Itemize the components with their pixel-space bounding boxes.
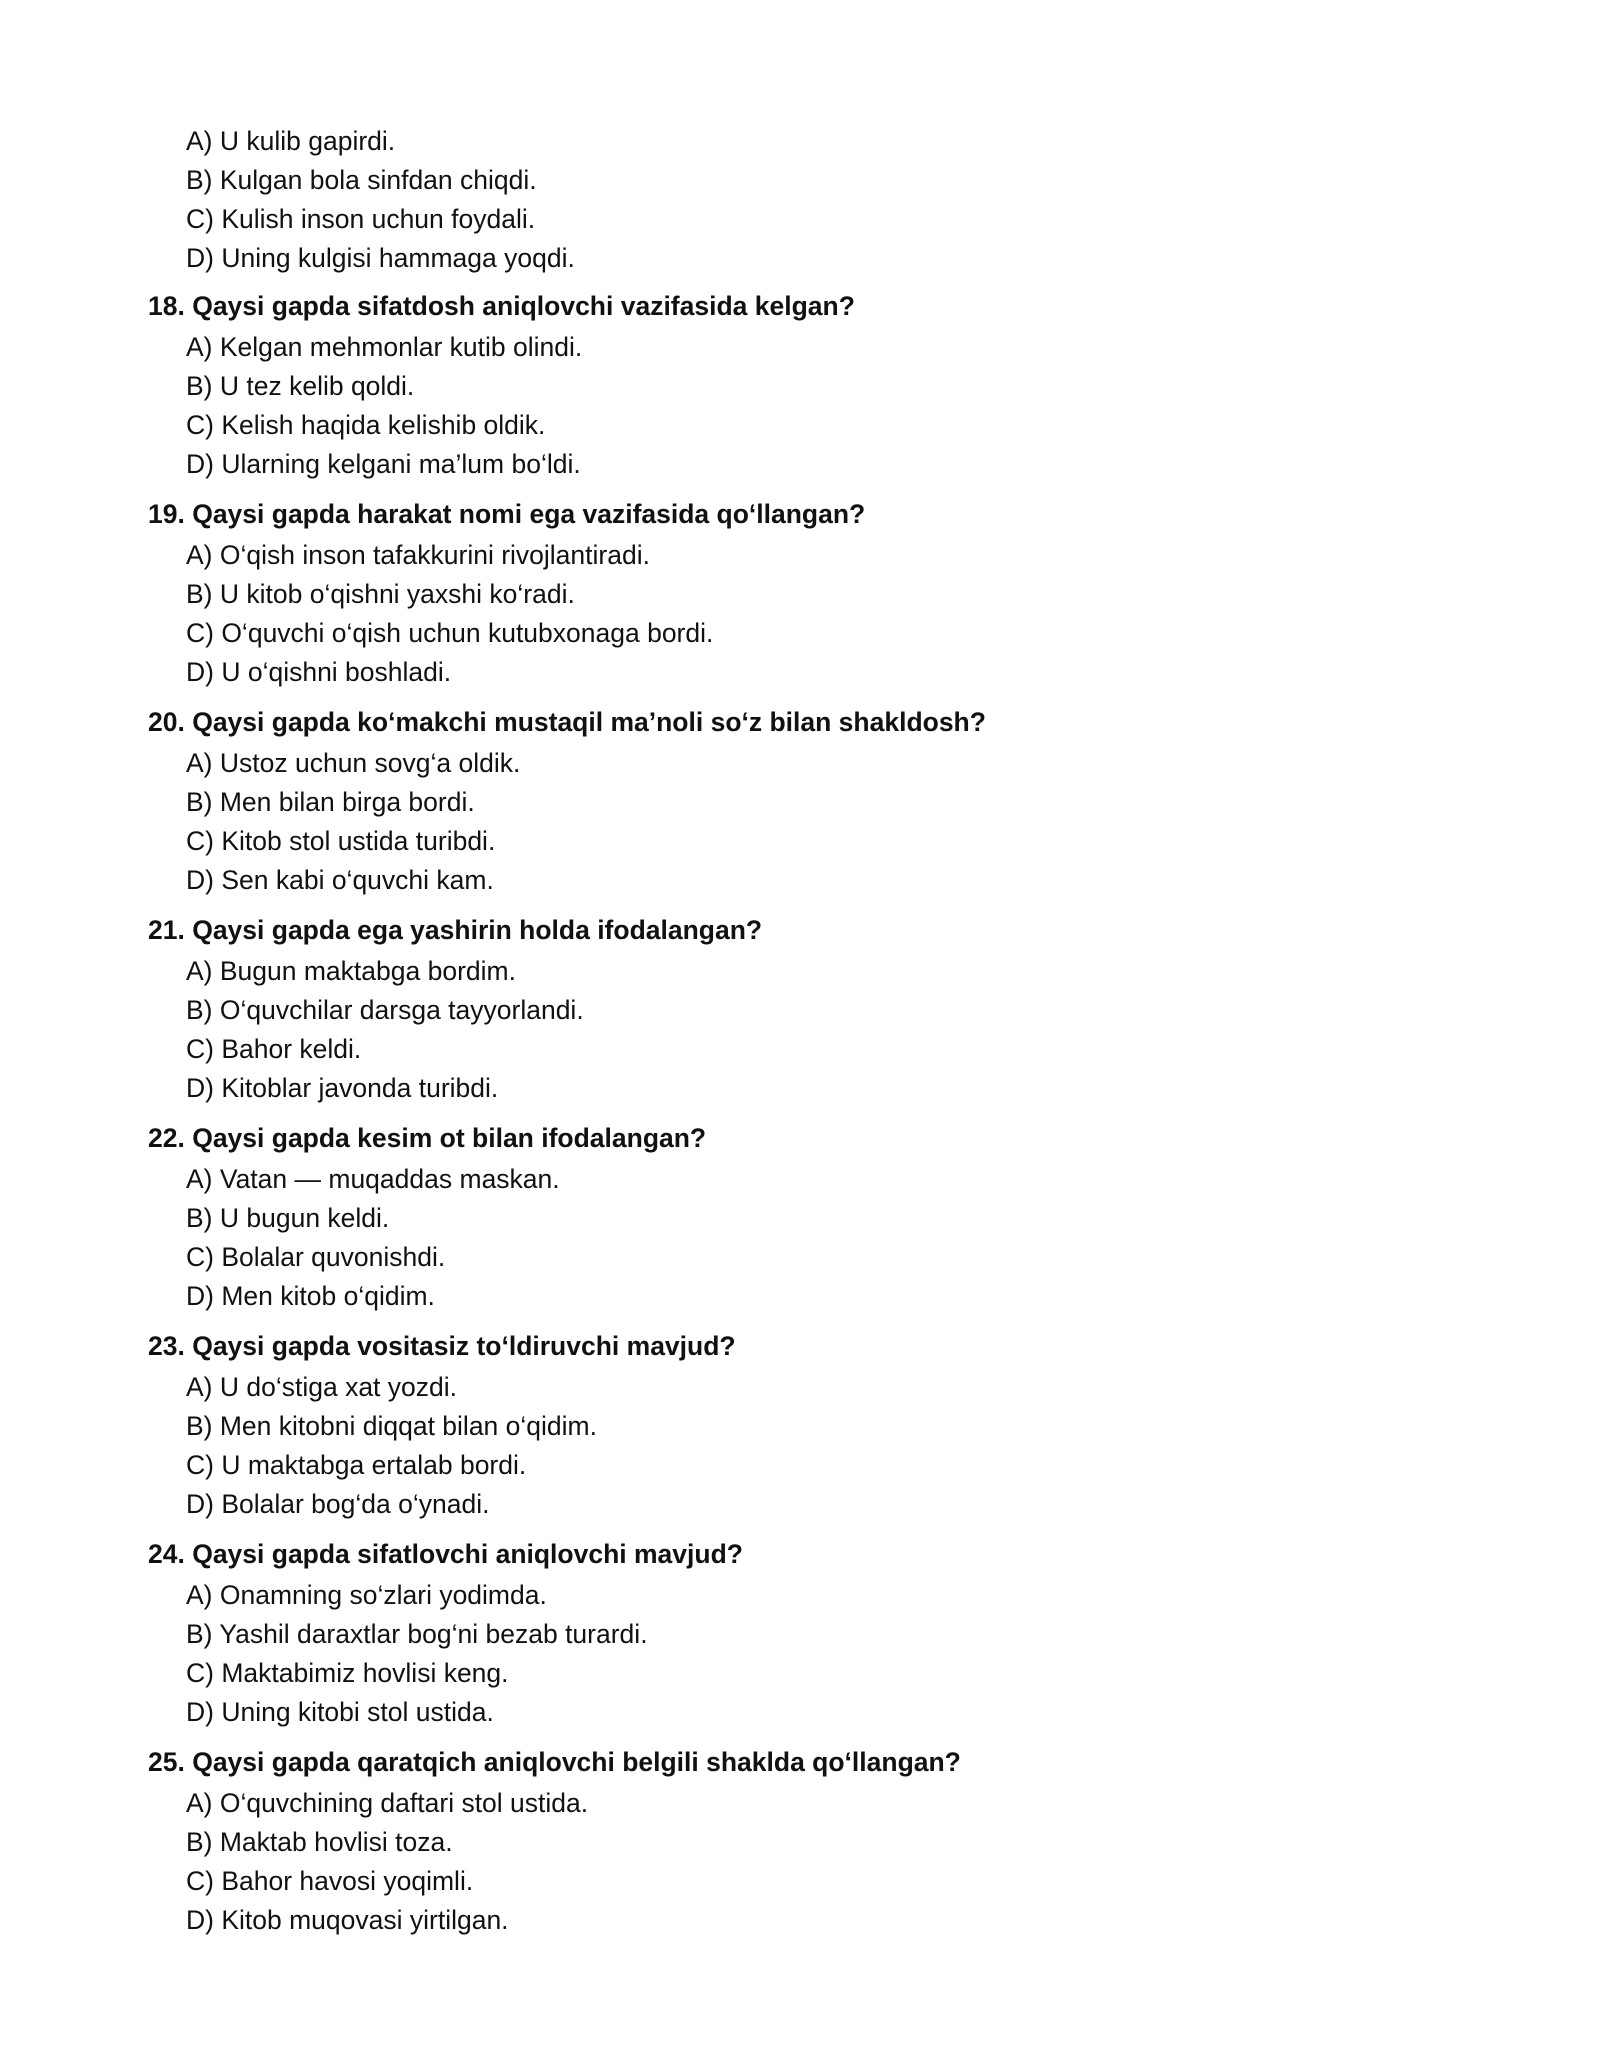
answer-option: A) U kulib gapirdi. (186, 126, 396, 156)
answer-option: B) Yashil daraxtlar bog‘ni bezab turardi. (186, 1619, 648, 1649)
question-text: 22. Qaysi gapda kesim ot bilan ifodalangan? (148, 1123, 707, 1153)
answer-option: B) Men bilan birga bordi. (186, 787, 475, 817)
answer-option: B) U tez kelib qoldi. (186, 371, 415, 401)
answer-option: C) U maktabga ertalab bordi. (186, 1450, 527, 1480)
answer-option: A) Ustoz uchun sovg‘a oldik. (186, 748, 521, 778)
answer-option: B) Men kitobni diqqat bilan o‘qidim. (186, 1411, 597, 1441)
answer-option: C) Bahor havosi yoqimli. (186, 1866, 474, 1896)
answer-option: C) Bahor keldi. (186, 1034, 362, 1064)
answer-option: C) Bolalar quvonishdi. (186, 1242, 446, 1272)
answer-option: A) Onamning so‘zlari yodimda. (186, 1580, 547, 1610)
question-text: 21. Qaysi gapda ega yashirin holda ifodalangan? (148, 915, 763, 945)
question-text: 25. Qaysi gapda qaratqich aniqlovchi belgili shaklda qo‘llangan? (148, 1747, 961, 1777)
answer-option: D) Kitoblar javonda turibdi. (186, 1073, 499, 1103)
answer-option: A) U do‘stiga xat yozdi. (186, 1372, 458, 1402)
answer-option: D) Uning kulgisi hammaga yoqdi. (186, 243, 575, 273)
answer-option: C) Kulish inson uchun foydali. (186, 204, 536, 234)
answer-option: A) Bugun maktabga bordim. (186, 956, 516, 986)
answer-option: B) Kulgan bola sinfdan chiqdi. (186, 165, 537, 195)
answer-option: D) U o‘qishni boshladi. (186, 657, 452, 687)
question-text: 18. Qaysi gapda sifatdosh aniqlovchi vazifasida kelgan? (148, 291, 855, 321)
answer-option: A) O‘quvchining daftari stol ustida. (186, 1788, 589, 1818)
question-text: 19. Qaysi gapda harakat nomi ega vazifasida qo‘llangan? (148, 499, 866, 529)
answer-option: B) U bugun keldi. (186, 1203, 390, 1233)
answer-option: C) O‘quvchi o‘qish uchun kutubxonaga bordi. (186, 618, 714, 648)
answer-option: A) O‘qish inson tafakkurini rivojlantiradi. (186, 540, 650, 570)
answer-option: C) Maktabimiz hovlisi keng. (186, 1658, 509, 1688)
answer-option: B) O‘quvchilar darsga tayyorlandi. (186, 995, 584, 1025)
answer-option: D) Sen kabi o‘quvchi kam. (186, 865, 494, 895)
answer-option: D) Bolalar bog‘da o‘ynadi. (186, 1489, 490, 1519)
answer-option: C) Kelish haqida kelishib oldik. (186, 410, 546, 440)
answer-option: C) Kitob stol ustida turibdi. (186, 826, 496, 856)
answer-option: D) Men kitob o‘qidim. (186, 1281, 435, 1311)
answer-option: D) Ularning kelgani ma’lum bo‘ldi. (186, 449, 581, 479)
question-text: 20. Qaysi gapda ko‘makchi mustaqil ma’noli so‘z bilan shakldosh? (148, 707, 986, 737)
question-text: 24. Qaysi gapda sifatlovchi aniqlovchi mavjud? (148, 1539, 743, 1569)
answer-option: B) Maktab hovlisi toza. (186, 1827, 453, 1857)
answer-option: A) Kelgan mehmonlar kutib olindi. (186, 332, 583, 362)
question-text: 23. Qaysi gapda vositasiz to‘ldiruvchi mavjud? (148, 1331, 736, 1361)
answer-option: A) Vatan — muqaddas maskan. (186, 1164, 560, 1194)
answer-option: D) Uning kitobi stol ustida. (186, 1697, 494, 1727)
answer-option: B) U kitob o‘qishni yaxshi ko‘radi. (186, 579, 575, 609)
answer-option: D) Kitob muqovasi yirtilgan. (186, 1905, 509, 1935)
